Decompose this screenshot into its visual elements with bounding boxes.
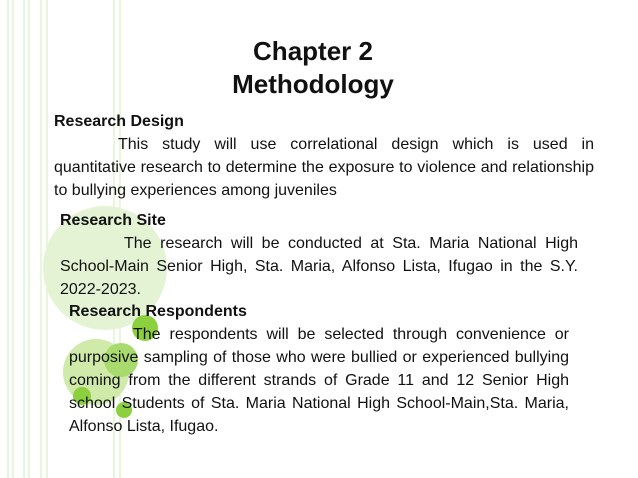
section-heading: Research Site: [60, 212, 166, 229]
section-research-respondents: [69, 301, 569, 438]
slide-title-methodology: Methodology: [232, 69, 394, 99]
section-research-site: [60, 210, 578, 301]
section-body: The respondents will be selected through convenience or purposive sampling of those who were bullied or experienced bullying coming from the different strands of Grade 11 and 12 Senior High school Students of Sta. Maria National High School-Main,Sta. Maria, Alfonso Lista, Ifugao.: [69, 326, 569, 435]
section-research-design: [54, 111, 594, 202]
section-body: This study will use correlational design which is used in quantitative research to determine the exposure to violence and relationship to bullying experiences among juveniles: [54, 136, 594, 199]
slide-title-chapter: Chapter 2: [253, 36, 373, 66]
section-body: The research will be conducted at Sta. Maria National High School-Main Senior High, Sta. Maria, Alfonso Lista, Ifugao in the S.Y. 2022-2023.: [60, 235, 578, 298]
section-heading: Research Design: [54, 113, 184, 130]
section-heading: Research Respondents: [69, 303, 247, 320]
